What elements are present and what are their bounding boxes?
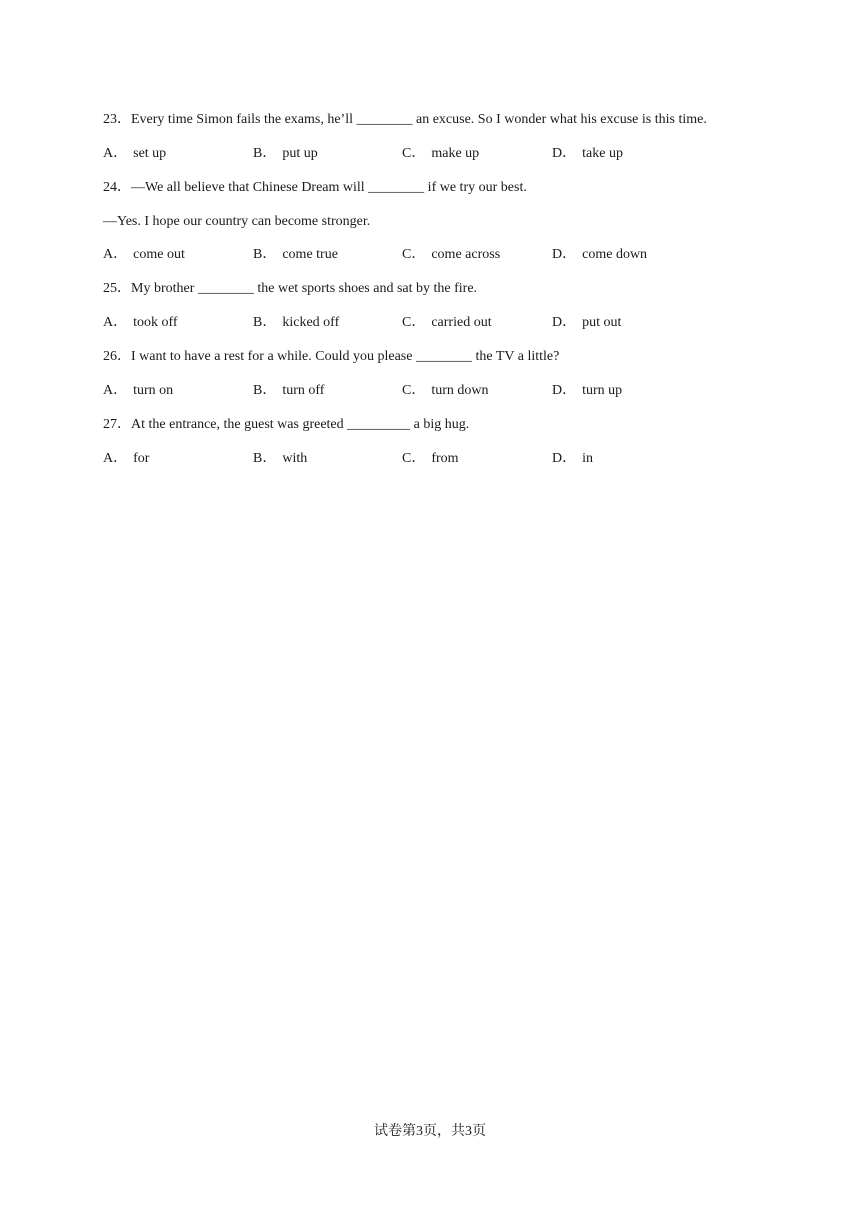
option-d[interactable] <box>552 145 623 163</box>
option-letter: D． <box>552 383 577 398</box>
option-letter: A． <box>103 383 128 398</box>
option-letter: A． <box>103 451 128 466</box>
option-a[interactable] <box>103 246 185 264</box>
question-26-options <box>103 382 803 400</box>
option-letter: B． <box>253 146 277 161</box>
option-text: put out <box>582 315 622 330</box>
option-text: make up <box>431 146 480 161</box>
option-b[interactable] <box>253 450 307 468</box>
option-d[interactable] <box>552 450 593 468</box>
option-d[interactable] <box>552 382 622 400</box>
option-letter: B． <box>253 247 277 262</box>
option-letter: A． <box>103 315 128 330</box>
option-b[interactable] <box>253 246 338 264</box>
option-letter: B． <box>253 315 277 330</box>
question-27-stem: 27．At the entrance, the guest was greeted _________ a big hug. <box>103 417 470 432</box>
option-text: in <box>582 451 594 466</box>
option-letter: D． <box>552 451 577 466</box>
option-d[interactable] <box>552 246 647 264</box>
question-24-stem: 24．—We all believe that Chinese Dream will ________ if we try our best. <box>103 180 527 195</box>
option-letter: D． <box>552 315 577 330</box>
option-letter: C． <box>402 383 426 398</box>
page-footer: 试卷第3页，共3页 <box>374 1124 486 1139</box>
option-letter: D． <box>552 247 577 262</box>
option-c[interactable] <box>402 145 479 163</box>
question-24-options <box>103 246 803 264</box>
option-text: turn down <box>431 383 489 398</box>
option-text: turn up <box>582 383 623 398</box>
option-b[interactable] <box>253 145 318 163</box>
question-26-stem: 26．I want to have a rest for a while. Could you please ________ the TV a little? <box>103 349 560 364</box>
option-a[interactable] <box>103 382 173 400</box>
option-text: for <box>133 451 150 466</box>
option-text: from <box>431 451 459 466</box>
option-a[interactable] <box>103 450 149 468</box>
option-text: took off <box>133 315 178 330</box>
option-letter: D． <box>552 146 577 161</box>
option-a[interactable] <box>103 314 178 332</box>
question-27-options <box>103 450 803 468</box>
option-c[interactable] <box>402 314 492 332</box>
option-text: set up <box>133 146 167 161</box>
option-text: kicked off <box>282 315 340 330</box>
question-23-options <box>103 145 803 163</box>
option-text: take up <box>582 146 623 161</box>
option-text: turn off <box>282 383 325 398</box>
option-c[interactable] <box>402 450 459 468</box>
option-letter: C． <box>402 247 426 262</box>
option-text: put up <box>282 146 318 161</box>
option-letter: B． <box>253 383 277 398</box>
option-b[interactable] <box>253 382 324 400</box>
option-d[interactable] <box>552 314 621 332</box>
option-letter: C． <box>402 315 426 330</box>
option-letter: A． <box>103 247 128 262</box>
option-a[interactable] <box>103 145 166 163</box>
option-letter: C． <box>402 451 426 466</box>
option-text: come out <box>133 247 185 262</box>
option-c[interactable] <box>402 382 489 400</box>
option-text: carried out <box>431 315 492 330</box>
option-text: come down <box>582 247 648 262</box>
option-letter: B． <box>253 451 277 466</box>
option-text: come across <box>431 247 501 262</box>
option-text: turn on <box>133 383 174 398</box>
question-25-options <box>103 314 803 332</box>
question-24-reply: —Yes. I hope our country can become stronger. <box>103 214 371 229</box>
option-b[interactable] <box>253 314 339 332</box>
question-23-stem: 23．Every time Simon fails the exams, he’ll ________ an excuse. So I wonder what his excuse is this time. <box>103 112 707 127</box>
option-letter: A． <box>103 146 128 161</box>
question-25-stem: 25．My brother ________ the wet sports shoes and sat by the fire. <box>103 281 478 296</box>
option-c[interactable] <box>402 246 500 264</box>
option-letter: C． <box>402 146 426 161</box>
option-text: come true <box>282 247 338 262</box>
option-text: with <box>282 451 308 466</box>
